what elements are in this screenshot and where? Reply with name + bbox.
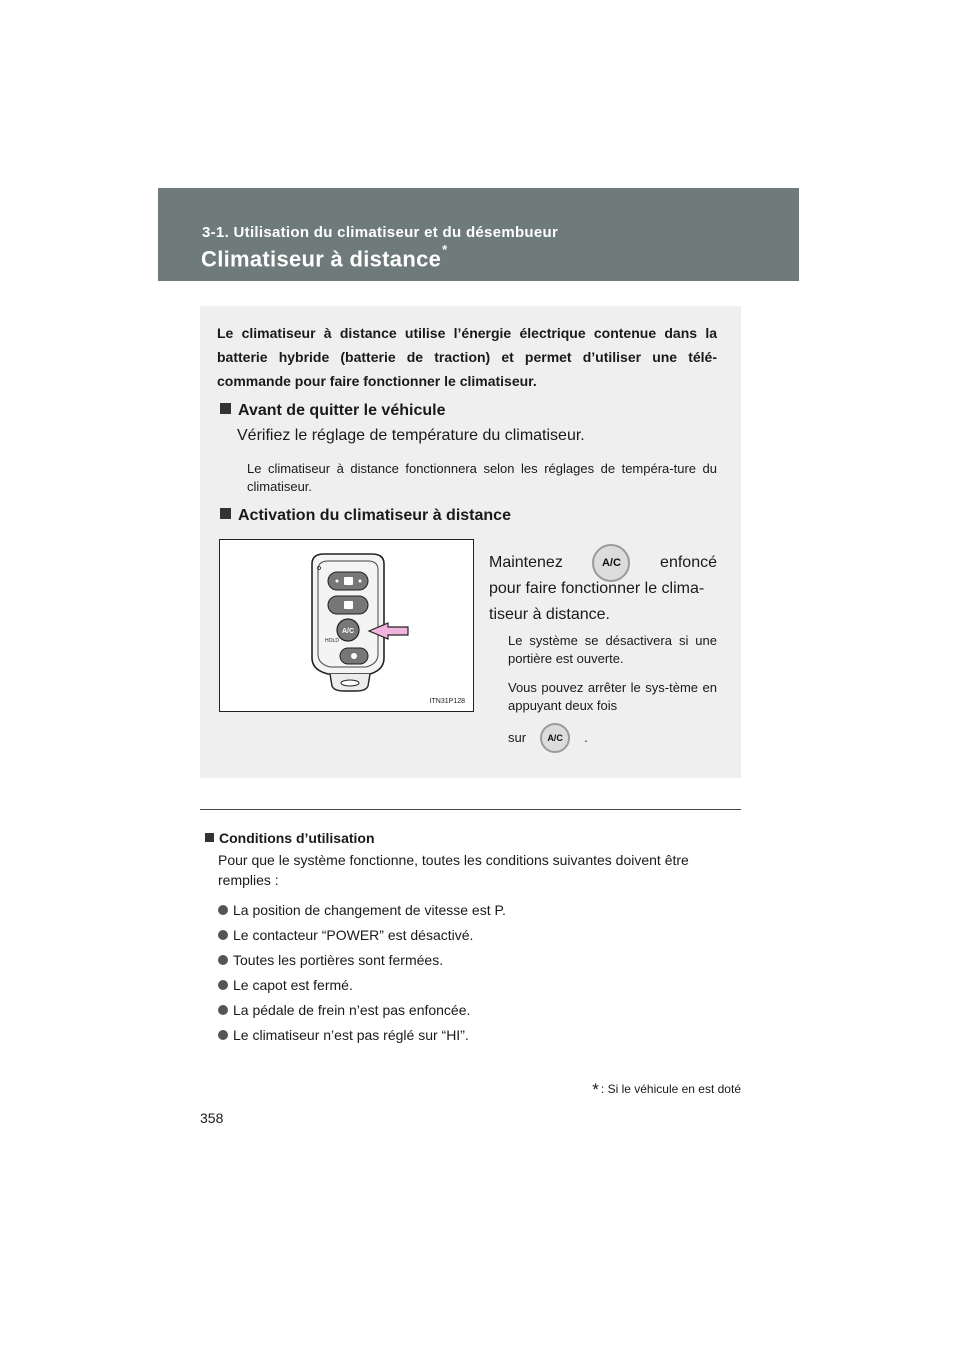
heading-activation-text: Activation du climatiseur à distance [238, 507, 511, 524]
page-title [201, 242, 448, 272]
ac-button-label: A/C [601, 557, 621, 569]
bullet-icon [218, 1030, 228, 1040]
conditions-section [205, 830, 740, 1048]
activation-instruction [489, 550, 717, 628]
list-item-text: Toutes les portières sont fermées. [233, 952, 444, 968]
divider [200, 809, 741, 810]
info-box [200, 306, 741, 778]
conditions-intro: Pour que le système fonctionne, toutes les conditions suivantes doivent être remplies : [218, 852, 689, 888]
heading-before-leaving [220, 402, 445, 420]
list-item-text: Le contacteur “POWER” est désactivé. [233, 927, 474, 943]
conditions-heading-text: Conditions d’utilisation [219, 830, 375, 846]
fob-hold-label: HOLD [325, 638, 339, 644]
conditions-list [218, 898, 740, 1048]
footnote-text: : Si le véhicule en est doté [600, 1082, 741, 1096]
bullet-icon [218, 905, 228, 915]
footnote [592, 1080, 741, 1100]
list-item-text: Le climatiseur n’est pas réglé sur “HI”. [233, 1027, 469, 1043]
page-title-text: Climatiseur à distance [201, 246, 442, 272]
list-item [218, 973, 740, 998]
square-bullet-icon [205, 833, 214, 842]
bullet-icon [218, 1005, 228, 1015]
list-item [218, 923, 740, 948]
chapter-header [158, 188, 799, 281]
fob-ac-label: A/C [341, 628, 355, 635]
list-item [218, 898, 740, 923]
bullet-icon [218, 930, 228, 940]
ac-button-small-label: A/C [547, 733, 563, 743]
page-number: 358 [200, 1110, 224, 1126]
title-asterisk: * [442, 242, 448, 257]
heading-activation [220, 507, 511, 525]
note-stop-sur: sur [508, 730, 527, 745]
heading-before-leaving-text: Avant de quitter le véhicule [238, 402, 446, 419]
asterisk-icon: * [592, 1080, 599, 1099]
bullet-icon [218, 955, 228, 965]
instruction-check-temp: Vérifiez le réglage de température du climatiseur. [237, 427, 585, 444]
list-item-text: La position de changement de vitesse est P. [233, 902, 506, 918]
note-door-open: Le système se désactivera si une portière est ouverte. [508, 633, 717, 666]
note-temp-settings: Le climatiseur à distance fonctionnera selon les réglages de tempéra-ture du climatiseur. [247, 461, 717, 494]
note-stop-end: . [584, 730, 588, 745]
intro-text: Le climatiseur à distance utilise l’énergie électrique contenue dans la batterie hybride (batterie de traction) et permet d’utiliser une télé-commande pour faire fonctionner le climatiseur. [217, 325, 717, 389]
list-item [218, 948, 740, 973]
ac-button-small-icon [540, 723, 570, 753]
note-stop-system [508, 679, 717, 753]
list-item [218, 1023, 740, 1048]
list-item [218, 998, 740, 1023]
note-stop-text: Vous pouvez arrêter le sys-tème en appuyant deux fois [508, 680, 717, 713]
square-bullet-icon [220, 403, 231, 414]
list-item-text: La pédale de frein n’est pas enfoncée. [233, 1002, 471, 1018]
key-fob-drawing [220, 540, 473, 711]
step-text-post: enfoncé [660, 554, 717, 571]
bullet-icon [218, 980, 228, 990]
square-bullet-icon [220, 508, 231, 519]
list-item-text: Le capot est fermé. [233, 977, 353, 993]
figure-code: ITN31P128 [429, 698, 465, 705]
step-text-rest: pour faire fonctionner le clima-tiseur à distance. [489, 580, 705, 623]
conditions-heading [205, 830, 740, 846]
section-label: 3-1. Utilisation du climatiseur et du désembueur [202, 224, 559, 241]
step-text-pre: Maintenez [489, 554, 563, 571]
key-fob-illustration [219, 539, 474, 712]
